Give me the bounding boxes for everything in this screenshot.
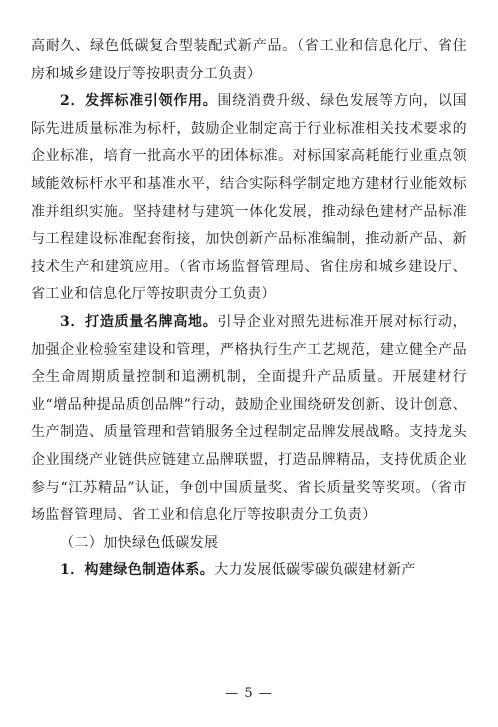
section-heading <box>31 530 467 558</box>
paragraph-text: 高耐久、绿色低碳复合型装配式新产品。（省工业和信息化厅、省住房和城乡建设厅等按职责分工负责） <box>31 38 467 82</box>
section-heading-text: （二）加快绿色低碳发展 <box>60 534 219 551</box>
paragraph-green-manufacturing <box>31 557 467 585</box>
paragraph-heading: 3．打造质量名牌高地。 <box>60 313 218 330</box>
page-number: — 5 — <box>225 686 273 701</box>
paragraph-text: 大力发展低碳零碳负碳建材新产 <box>214 562 416 579</box>
paragraph-brands <box>31 309 467 530</box>
paragraph-continuation <box>31 33 467 88</box>
paragraph-text: 引导企业对照先进标准开展对标行动，加强企业检验室建设和管理，严格执行生产工艺规范，建立健全产品全生命周期质量控制和追溯机制，全面提升产品质量。开展建材行业“增品种提品质创品牌”行动，鼓励企业围绕研发创新、设计创意、生产制造、质量管理和营销服务全过程制定品牌发展战略。支持龙头企业围绕产业链供应链建立品牌联盟，打造品牌精品，支持优质企业参与“江苏精品”认证，争创中国质量奖、省长质量奖等奖项。（省市场监督管理局、省工业和信息化厅等按职责分工负责） <box>31 313 467 524</box>
paragraph-text: 围绕消费升级、绿色发展等方向，以国际先进质量标准为标杆，鼓励企业制定高于行业标准相关技术要求的企业标准，培育一批高水平的团体标准。对标国家高耗能行业重点领域能效标杆水平和基准水平，结合实际科学制定地方建材行业能效标准并组织实施。坚持建材与建筑一体化发展，推动绿色建材产品标准与工程建设标准配套衔接，加快创新产品标准编制，推动新产品、新技术生产和建筑应用。（省市场监督管理局、省住房和城乡建设厅、省工业和信息化厅等按职责分工负责） <box>31 93 467 303</box>
paragraph-heading: 1．构建绿色制造体系。 <box>60 562 215 579</box>
document-body <box>31 33 467 585</box>
paragraph-standards <box>31 88 467 309</box>
paragraph-heading: 2．发挥标准引领作用。 <box>60 93 218 110</box>
